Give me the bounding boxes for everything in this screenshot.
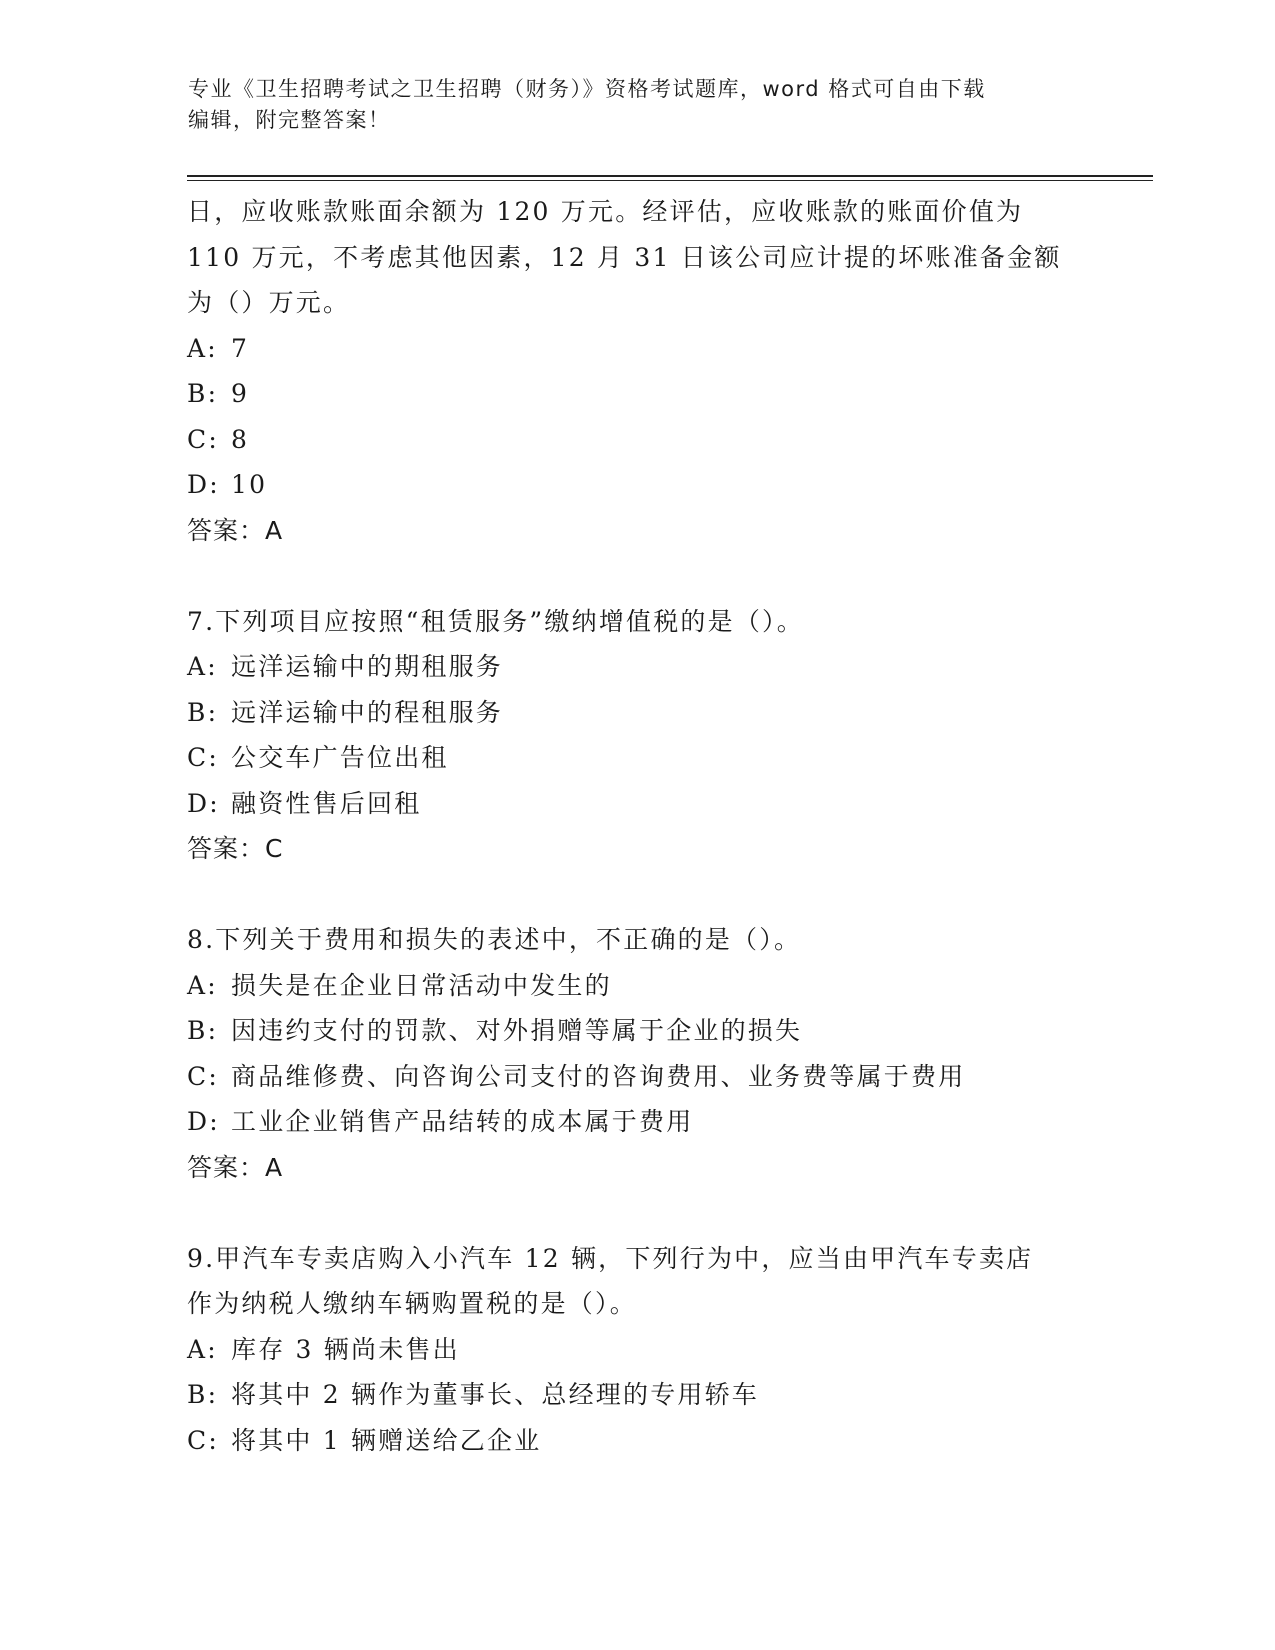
option-label: A: — [187, 333, 218, 363]
option-a — [187, 326, 1087, 372]
question-8 — [187, 917, 1087, 1190]
option-label: C: — [187, 1425, 219, 1455]
option-label: B: — [187, 379, 219, 408]
answer-line: 答案：A — [187, 515, 284, 545]
header-line-2: 编辑，附完整答案！ — [188, 108, 391, 132]
option-b — [187, 1372, 1087, 1418]
option-text: 损失是在企业日常活动中发生的 — [231, 970, 612, 1000]
question-content — [187, 189, 1087, 1463]
question-9 — [187, 1236, 1087, 1464]
option-a — [187, 963, 1087, 1009]
option-text: 将其中 1 辆赠送给乙企业 — [231, 1425, 542, 1455]
question-7 — [187, 599, 1087, 872]
option-text: 远洋运输中的期租服务 — [231, 652, 504, 681]
option-label: A: — [187, 1334, 218, 1364]
option-a — [187, 1327, 1087, 1373]
option-label: D: — [187, 470, 220, 499]
option-text: 商品维修费、向咨询公司支付的咨询费用、业务费等属于费用 — [231, 1061, 966, 1091]
answer-line: 答案：C — [187, 834, 284, 863]
option-text: 9 — [231, 379, 250, 408]
option-c — [187, 735, 1087, 781]
spacer — [187, 553, 1087, 599]
option-b — [187, 371, 1087, 417]
option-text: 因违约支付的罚款、对外捐赠等属于企业的损失 — [231, 1016, 803, 1045]
option-c — [187, 1418, 1087, 1464]
option-text: 融资性售后回租 — [231, 788, 422, 818]
option-text: 工业企业销售产品结转的成本属于费用 — [231, 1107, 694, 1136]
header-line-1: 专业《卫生招聘考试之卫生招聘（财务）》资格考试题库，word 格式可自由下载 — [188, 77, 986, 101]
question-6 — [187, 189, 1087, 553]
option-c — [187, 1054, 1087, 1100]
question-text-line: 7.下列项目应按照“租赁服务”缴纳增值税的是（）。 — [187, 606, 804, 636]
header-rule-thin — [187, 180, 1153, 181]
option-label: C: — [187, 424, 219, 454]
question-text-line: 为（）万元。 — [187, 288, 351, 317]
option-label: B: — [187, 697, 219, 727]
spacer — [187, 1190, 1087, 1236]
option-label: C: — [187, 743, 219, 772]
option-text: 远洋运输中的程租服务 — [231, 697, 504, 727]
question-text-line: 8.下列关于费用和损失的表述中，不正确的是（）。 — [187, 925, 802, 954]
answer-line: 答案：A — [187, 1152, 284, 1182]
option-text: 库存 3 辆尚未售出 — [231, 1334, 460, 1364]
header-rule-thick — [187, 175, 1153, 177]
option-d — [187, 462, 1087, 508]
option-b — [187, 1008, 1087, 1054]
option-c — [187, 417, 1087, 463]
option-label: B: — [187, 1016, 219, 1045]
option-label: D: — [187, 1107, 220, 1136]
option-text: 8 — [231, 424, 250, 454]
spacer — [187, 872, 1087, 918]
option-b — [187, 690, 1087, 736]
option-label: C: — [187, 1061, 219, 1091]
option-text: 10 — [231, 470, 268, 499]
option-a — [187, 644, 1087, 690]
document-header — [188, 74, 1068, 136]
question-text-line: 110 万元，不考虑其他因素，12 月 31 日该公司应计提的坏账准备金额 — [187, 242, 1062, 272]
option-label: B: — [187, 1380, 219, 1409]
question-text-line: 9.甲汽车专卖店购入小汽车 12 辆，下列行为中，应当由甲汽车专卖店 — [187, 1243, 1034, 1273]
option-label: D: — [187, 788, 220, 818]
question-text-line: 作为纳税人缴纳车辆购置税的是（）。 — [187, 1289, 637, 1318]
option-text: 7 — [231, 333, 250, 363]
option-label: A: — [187, 970, 218, 1000]
question-text-line: 日，应收账款账面余额为 120 万元。经评估，应收账款的账面价值为 — [187, 197, 1024, 226]
option-d — [187, 781, 1087, 827]
option-d — [187, 1099, 1087, 1145]
option-label: A: — [187, 652, 218, 681]
option-text: 公交车广告位出租 — [231, 743, 449, 772]
option-text: 将其中 2 辆作为董事长、总经理的专用轿车 — [231, 1380, 760, 1409]
